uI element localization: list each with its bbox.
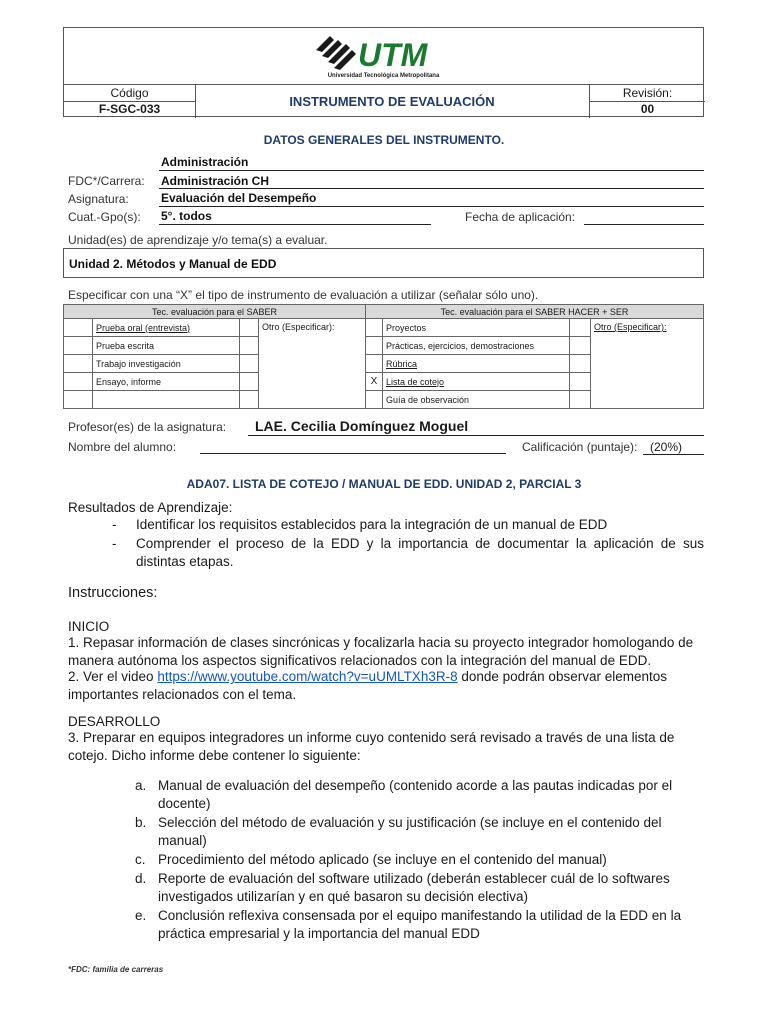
results-item-1: Identificar los requisitos establecidos para la integración de un manual de EDD <box>136 517 608 532</box>
list-item-letter: c. <box>135 852 146 867</box>
list-item <box>135 907 704 943</box>
units-value: Unidad 2. Métodos y Manual de EDD <box>69 257 277 271</box>
list-item <box>135 777 704 813</box>
list-item-letter: a. <box>135 778 147 793</box>
desarrollo-label: DESARROLLO <box>68 714 161 729</box>
step-1: 1. Repasar información de clases sincrónicas y focalizarla hacia su proyecto integrador homologando de manera autónoma los aspectos significativos relacionados con la integración del manual de EDD. <box>68 635 694 668</box>
results-item-2: Comprender el proceso de la EDD y la importancia de documentar la aplicación de sus distintas etapas. <box>136 536 704 569</box>
hacer-other-check-4 <box>570 373 591 391</box>
code-value: F-SGC-033 <box>98 102 161 116</box>
step-3: 3. Preparar en equipos integradores un informe cuyo contenido será revisado a través de una lista de cotejo. Dicho informe debe contener lo siguiente: <box>68 730 675 763</box>
list-item-letter: b. <box>135 815 147 830</box>
date-label: Fecha de aplicación: <box>465 210 576 224</box>
list-item-text: Conclusión reflexiva consensada por el equipo manifestando la utilidad de la EDD en la práctica empresarial y la importancia del manual EDD <box>158 908 682 941</box>
step-2-suffix: donde podrán observar elementos importantes relacionados con el tema. <box>68 669 667 702</box>
step-2 <box>68 668 704 704</box>
results-dash-1: - <box>112 517 117 532</box>
step-2-prefix: 2. Ver el video <box>68 669 154 684</box>
revision-value: 00 <box>640 102 655 116</box>
grade-label: Calificación (puntaje): <box>522 440 638 454</box>
code-cell <box>64 84 196 118</box>
saber-check-2 <box>64 337 93 355</box>
saber-check-3 <box>64 355 93 373</box>
teacher-label: Profesor(es) de la asignatura: <box>68 420 227 434</box>
hacer-check-3 <box>366 355 383 373</box>
requirements-list <box>135 777 704 943</box>
fdc-value: Administración CH <box>161 174 270 188</box>
hacer-item-3: Rúbrica <box>383 355 570 373</box>
date-field <box>584 224 704 225</box>
teacher-value: LAE. Cecilia Domínguez Moguel <box>255 418 469 434</box>
hacer-other: Otro (Especificar): <box>591 319 704 409</box>
hacer-other-check-2 <box>570 337 591 355</box>
subject-value: Evaluación del Desempeño <box>161 191 317 205</box>
technique-table <box>63 304 704 409</box>
saber-other-check-5 <box>240 391 259 409</box>
saber-other-check-4 <box>240 373 259 391</box>
hacer-item-2: Prácticas, ejercicios, demostraciones <box>383 337 570 355</box>
student-field <box>200 453 506 454</box>
saber-check-5 <box>64 391 93 409</box>
specify-text: Especificar con una “X” el tipo de instrumento de evaluación a utilizar (señalar sólo uno). <box>68 288 539 302</box>
saber-other-check-2 <box>240 337 259 355</box>
inicio-label: INICIO <box>68 619 110 634</box>
hacer-header: Tec. evaluación para el SABER HACER + SER <box>366 305 704 319</box>
list-item-text: Selección del método de evaluación y su justificación (se incluye en el contenido del manual) <box>158 815 662 848</box>
saber-check-4 <box>64 373 93 391</box>
video-link[interactable]: https://www.youtube.com/watch?v=uUMLTXh3R-8 <box>157 669 458 684</box>
saber-check-1 <box>64 319 93 337</box>
list-item-text: Procedimiento del método aplicado (se incluye en el contenido del manual) <box>158 852 607 867</box>
group-value: 5°. todos <box>161 209 212 223</box>
hacer-check-5 <box>366 391 383 409</box>
saber-item-4: Ensayo, informe <box>93 373 240 391</box>
saber-item-5 <box>93 391 240 409</box>
document-title: INSTRUMENTO DE EVALUACIÓN <box>289 94 495 109</box>
saber-item-1: Prueba oral (entrevista) <box>93 319 240 337</box>
saber-other-check-3 <box>240 355 259 373</box>
results-title: Resultados de Aprendizaje: <box>68 500 233 515</box>
group-label: Cuat.-Gpo(s): <box>68 210 141 224</box>
units-label: Unidad(es) de aprendizaje y/o tema(s) a evaluar. <box>68 233 328 247</box>
hacer-other-check-3 <box>570 355 591 373</box>
list-item-text: Manual de evaluación del desempeño (contenido acorde a las pautas indicadas por el docente) <box>158 778 673 811</box>
list-item-letter: d. <box>135 871 147 886</box>
university-name: Universidad Tecnológica Metropolitana <box>327 73 440 79</box>
logo-row <box>64 28 703 85</box>
saber-other-check <box>240 319 259 337</box>
instructions-title: Instrucciones: <box>68 585 158 601</box>
section-title: DATOS GENERALES DEL INSTRUMENTO. <box>263 133 505 147</box>
list-item-text: Reporte de evaluación del software utilizado (deberán establecer cuál de lo softwares investigados utilizarían y en qué basaron su decisión electiva) <box>158 871 670 904</box>
student-label: Nombre del alumno: <box>68 440 177 454</box>
footnote: *FDC: familia de carreras <box>68 965 164 974</box>
grade-value: (20%) <box>650 440 683 454</box>
hacer-item-5: Guía de observación <box>383 391 570 409</box>
revision-label: Revisión: <box>622 86 673 100</box>
hacer-other-check-5 <box>570 391 591 409</box>
saber-header: Tec. evaluación para el SABER <box>64 305 366 319</box>
list-item <box>135 870 704 906</box>
career-family-value: Administración <box>161 155 249 169</box>
hacer-check-2 <box>366 337 383 355</box>
list-item-letter: e. <box>135 908 147 923</box>
saber-item-2: Prueba escrita <box>93 337 240 355</box>
saber-item-3: Trabajo investigación <box>93 355 240 373</box>
fdc-label: FDC*/Carrera: <box>68 174 145 188</box>
list-item <box>135 814 704 850</box>
hacer-check-1 <box>366 319 383 337</box>
hacer-item-4: Lista de cotejo <box>383 373 570 391</box>
revision-cell <box>589 84 705 118</box>
saber-other: Otro (Especificar): <box>259 319 366 409</box>
activity-title: ADA07. LISTA DE COTEJO / MANUAL DE EDD. UNIDAD 2, PARCIAL 3 <box>186 477 582 491</box>
units-box <box>63 248 704 278</box>
list-item <box>135 851 704 869</box>
hacer-other-check <box>570 319 591 337</box>
document-header <box>63 27 704 117</box>
svg-text:UTM: UTM <box>358 37 428 73</box>
hacer-item-1: Proyectos <box>383 319 570 337</box>
code-label: Código <box>110 86 149 100</box>
hacer-check-4: X <box>366 373 383 391</box>
subject-label: Asignatura: <box>68 192 129 206</box>
results-dash-2: - <box>112 536 117 551</box>
